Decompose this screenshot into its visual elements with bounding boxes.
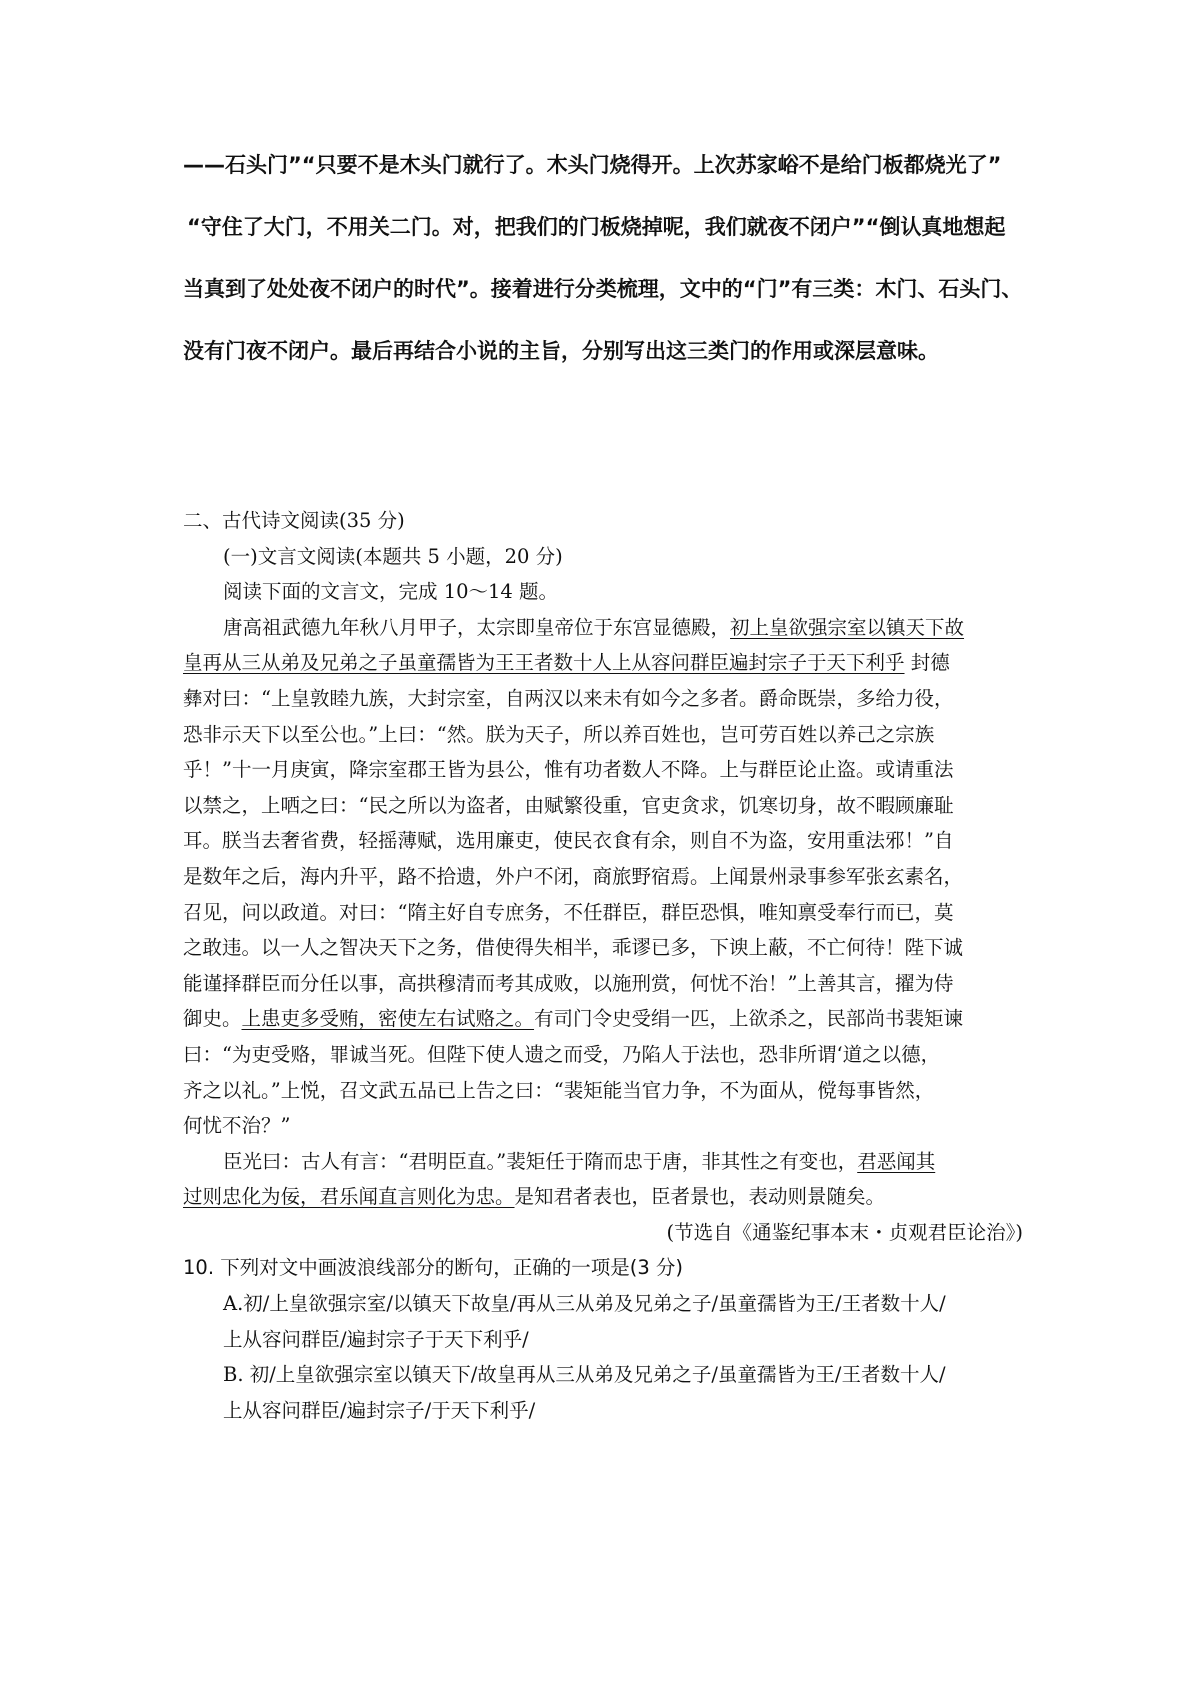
passage-text: 有司门令史受绢一匹，上欲杀之，民部尚书裴矩谏 [534, 1007, 964, 1031]
option-a [183, 1286, 1023, 1357]
option-line: B. 初/上皇欲强宗室以镇天下/故皇再从三从弟及兄弟之子/虽童孺皆为王/王者数十人/ [223, 1363, 946, 1387]
passage-text: 之敢违。以一人之智决天下之务，借使得失相半，乖谬已多，下谀上蔽，不亡何待！陛下诚 [183, 936, 964, 960]
source-citation: (节选自《通鉴纪事本末・贞观君臣论治》) [666, 1220, 1023, 1244]
classical-reading-section [183, 503, 1023, 1428]
passage-text: 能谨择群臣而分任以事，高拱穆清而考其成败，以施刑赏，何忧不治！”上善其言，擢为侍 [183, 971, 954, 995]
question-10: 10. 下列对文中画波浪线部分的断句，正确的一项是(3 分) [183, 1256, 684, 1280]
passage-text: 召见，问以政道。对曰：“隋主好自专庶务，不任群臣，群臣恐惧，唯知禀受奉行而已，莫 [183, 900, 954, 924]
passage-text: 曰：“为吏受赂，罪诚当死。但陛下使人遗之而受，乃陷人于法也，恐非所谓‘道之以德， [183, 1042, 941, 1066]
wavy-underlined-text: 皇再从三从弟及兄弟之子虽童孺皆为王王者数十人上从容问群臣遍封宗子于天下利乎 [183, 651, 905, 675]
sub-heading: (一)文言文阅读(本题共 5 小题，20 分) [223, 544, 563, 568]
option-b [183, 1357, 1023, 1428]
prior-answer-text [183, 134, 1043, 382]
option-line: 上从容问群臣/遍封宗子/于天下利乎/ [223, 1398, 536, 1422]
passage-text: 耳。朕当去奢省费，轻摇薄赋，选用廉吏，使民衣食有余，则自不为盗，安用重法邪！”自 [183, 829, 954, 853]
passage-paragraph-2 [183, 1144, 1023, 1215]
wavy-underlined-text: 初上皇欲强宗室以镇天下故 [730, 615, 965, 639]
instruction: 阅读下面的文言文，完成 10～14 题。 [223, 580, 559, 604]
passage-text: 恐非示天下以至公也。”上曰：“然。朕为天子，所以养百姓也，岂可劳百姓以养己之宗族 [183, 722, 935, 746]
passage-text: 何忧不治？” [183, 1114, 291, 1138]
passage-text: 是数年之后，海内升平，路不拾遗，外户不闭，商旅野宿焉。上闻景州录事参军张玄素名， [183, 864, 964, 888]
passage-text: 齐之以礼。”上悦，召文武五品已上告之曰：“裴矩能当官力争，不为面从，傥每事皆然， [183, 1078, 935, 1102]
passage-text: 是知君者表也，臣者景也，表动则景随矣。 [514, 1185, 886, 1209]
passage-text: 封德 [904, 651, 950, 675]
answer-line: 当真到了处处夜不闭户的时代”。接着进行分类梳理，文中的“门”有三类：木门、石头门、 [183, 277, 1023, 301]
option-line: 上从容问群臣/遍封宗子于天下利乎/ [223, 1327, 529, 1351]
section-heading: 二、古代诗文阅读(35 分) [183, 509, 405, 532]
underlined-sentence: 上患吏多受贿，密使左右试赂之。 [241, 1007, 535, 1031]
passage-text: 彝对曰：“上皇敦睦九族，大封宗室，自两汉以来未有如今之多者。爵命既崇，多给力役， [183, 686, 954, 710]
passage-text: 御史。 [183, 1007, 242, 1031]
passage-text: 臣光曰：古人有言：“君明臣直。”裴矩任于隋而忠于唐，非其性之有变也， [223, 1149, 858, 1173]
passage-text: 以禁之，上哂之曰：“民之所以为盗者，由赋繁役重，官吏贪求，饥寒切身，故不暇顾廉耻 [183, 793, 954, 817]
option-line: A.初/上皇欲强宗室/以镇天下故皇/再从三从弟及兄弟之子/虽童孺皆为王/王者数十人/ [223, 1292, 946, 1316]
passage-text: 唐高祖武德九年秋八月甲子，太宗即皇帝位于东宫显德殿， [223, 615, 731, 639]
passage-text: 乎！”十一月庚寅，降宗室郡王皆为县公，惟有功者数人不降。上与群臣论止盗。或请重法 [183, 758, 954, 782]
passage-paragraph-1 [183, 610, 1023, 1144]
answer-line: ——石头门”“只要不是木头门就行了。木头门烧得开。上次苏家峪不是给门板都烧光了” [183, 153, 1002, 177]
underlined-sentence: 君恶闻其 [857, 1149, 936, 1173]
underlined-sentence: 过则忠化为佞，君乐闻直言则化为忠。 [183, 1185, 515, 1209]
answer-line: 没有门夜不闭户。最后再结合小说的主旨，分别写出这三类门的作用或深层意味。 [183, 339, 939, 363]
answer-line: “守住了大门，不用关二门。对，把我们的门板烧掉呢，我们就夜不闭户”“倒认真地想起 [187, 215, 1006, 239]
